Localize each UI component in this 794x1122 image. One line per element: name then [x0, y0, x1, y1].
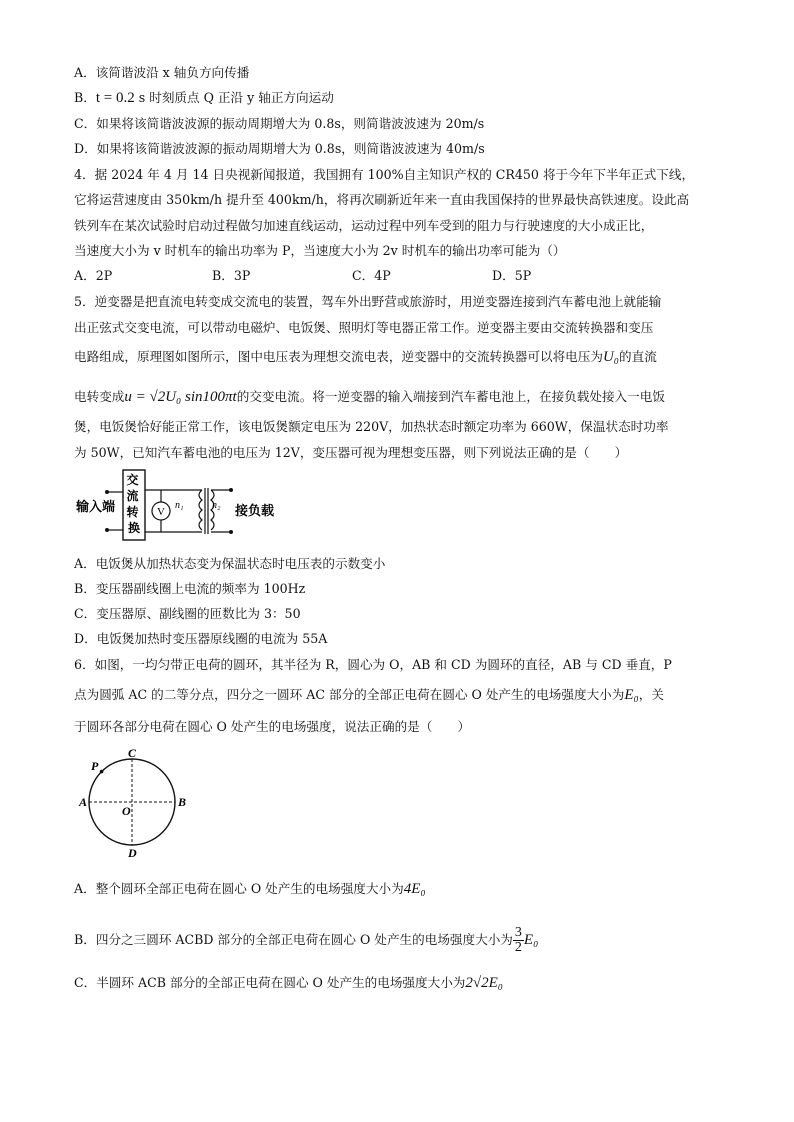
q4-option-c: C．4P [352, 268, 391, 283]
q6-stem-line-1: 6．如图，一均匀带正电荷的圆环，其半径为 R，圆心为 O，AB 和 CD 为圆环的直径，AB 与 CD 垂直，P [74, 657, 672, 672]
q4-option-a: A．2P [74, 268, 113, 283]
q5-option-a: A．电饭煲从加热状态变为保温状态时电压表的示数变小 [74, 556, 386, 571]
label-c: C [128, 748, 137, 760]
label-d: D [128, 846, 137, 858]
q5-stem-line-2: 出正弦式交变电流，可以带动电磁炉、电饭煲、照明灯等电器正常工作。逆变器主要由交流转换器和变压 [74, 320, 654, 335]
q6-option-a-math: 4E₀ [403, 881, 426, 897]
q6-math-e0: E₀ [624, 687, 639, 703]
input-terminal-label: 输入端 [76, 499, 116, 514]
q3-option-c: C．如果将该简谐波波源的振动周期增大为 0.8s，则简谐波波速为 20m/s [74, 116, 485, 131]
q5-math-u: u = √2U₀ sin100πt [124, 389, 237, 405]
q6-stem-line-3: 于圆环各部分电荷在圆心 O 处产生的电场强度，说法正确的是（ ） [74, 719, 471, 734]
point-p-marker [100, 770, 104, 774]
q4-stem-line-4: 当速度大小为 v 时机车的输出功率为 P，当速度大小为 2v 时机车的输出功率可能为（） [74, 243, 566, 258]
q6-option-b-fraction: $\frac{3}{2}$ [514, 925, 522, 955]
q5-option-b: B．变压器副线圈上电流的频率为 100Hz [74, 581, 306, 596]
q6-option-c-math: 2√2E₀ [465, 975, 504, 991]
load-terminal-bottom [229, 530, 233, 534]
inverter-circuit-diagram [76, 468, 276, 542]
primary-coil-icon [199, 490, 202, 530]
load-terminal-top [229, 488, 233, 492]
label-a: A [79, 795, 88, 809]
n1-label: n₁ [175, 500, 184, 511]
q5-option-d: D．电饭煲加热时变压器原线圈的电流为 55A [74, 631, 328, 646]
q6-option-c: C．半圆环 ACB 部分的全部正电荷在圆心 O 处产生的电场强度大小为2√2E₀ [74, 975, 504, 991]
q4-stem-line-2: 它将运营速度由 350km/h 提升至 400km/h，将再次刷新近年来一直由我国保持的世界最快高铁速度。设此高 [74, 192, 690, 207]
q3-option-b: B．t = 0.2 s 时刻质点 Q 正沿 y 轴正方向运动 [74, 90, 334, 106]
q5-stem-line-5: 煲，电饭煲恰好能正常工作，该电饭煲额定电压为 220V，加热状态时额定功率为 660W，保温状态时功率 [74, 419, 669, 434]
q5-stem-line-3: 电路组成，原理图如图所示，图中电压表为理想交流电表，逆变器中的交流转换器可以将电压为U₀的直流 [74, 349, 657, 365]
q5-stem-line-4: 电转变成u = √2U₀ sin100πt的交变电流。将一逆变器的输入端接到汽车蓄电池上，在接负载处接入一电饭 [74, 389, 665, 405]
q4-stem-line-3: 铁列车在某次试验时启动过程做匀加速直线运动，运动过程中列车受到的阻力与行驶速度的大小成正比， [74, 218, 654, 233]
q5-option-c: C．变压器原、副线圈的匝数比为 3：50 [74, 606, 301, 621]
q3-option-d: D．如果将该简谐波波源的振动周期增大为 0.8s，则简谐波波速为 40m/s [74, 141, 485, 156]
charged-ring-diagram [78, 748, 198, 858]
q5-stem-line-1: 5．逆变器是把直流电转变成交流电的装置，驾车外出野营或旅游时，用逆变器连接到汽车蓄电池上就能输 [74, 294, 662, 309]
q6-stem-line-2: 点为圆弧 AC 的二等分点，四分之一圆环 AC 部分的全部正电荷在圆心 O 处产生的电场强度大小为E₀，关 [74, 687, 664, 703]
q4-stem-line-1: 4．据 2024 年 4 月 14 日央视新闻报道，我国拥有 100%自主知识产权的 CR450 将于今年下半年正式下线， [74, 167, 695, 182]
load-terminal-label: 接负载 [235, 503, 275, 518]
label-b: B [178, 795, 187, 809]
q5-math-u0: U₀ [602, 349, 619, 365]
label-p: P [91, 759, 99, 773]
q4-option-d: D．5P [492, 268, 532, 283]
ac-converter-label: 交 流 转 换 [126, 473, 141, 535]
voltmeter-label: V [157, 506, 165, 518]
n2-label: n₂ [212, 500, 221, 511]
q6-option-a: A．整个圆环全部正电荷在圆心 O 处产生的电场强度大小为4E₀ [74, 881, 426, 897]
q6-option-b: B．四分之三圆环 ACBD 部分的全部正电荷在圆心 O 处产生的电场强度大小为 $\frac{3}{2}$ E₀ [74, 925, 539, 955]
q4-options [74, 267, 531, 285]
q4-option-b: B．3P [212, 268, 251, 283]
q3-option-b-math: t = 0.2 [95, 90, 135, 106]
q5-stem-line-6: 为 50W，已知汽车蓄电池的电压为 12V，变压器可视为理想变压器，则下列说法正确的是（ ） [74, 445, 628, 460]
q3-option-a: A．该简谐波沿 x 轴负方向传播 [74, 65, 250, 80]
label-o: O [122, 804, 131, 818]
